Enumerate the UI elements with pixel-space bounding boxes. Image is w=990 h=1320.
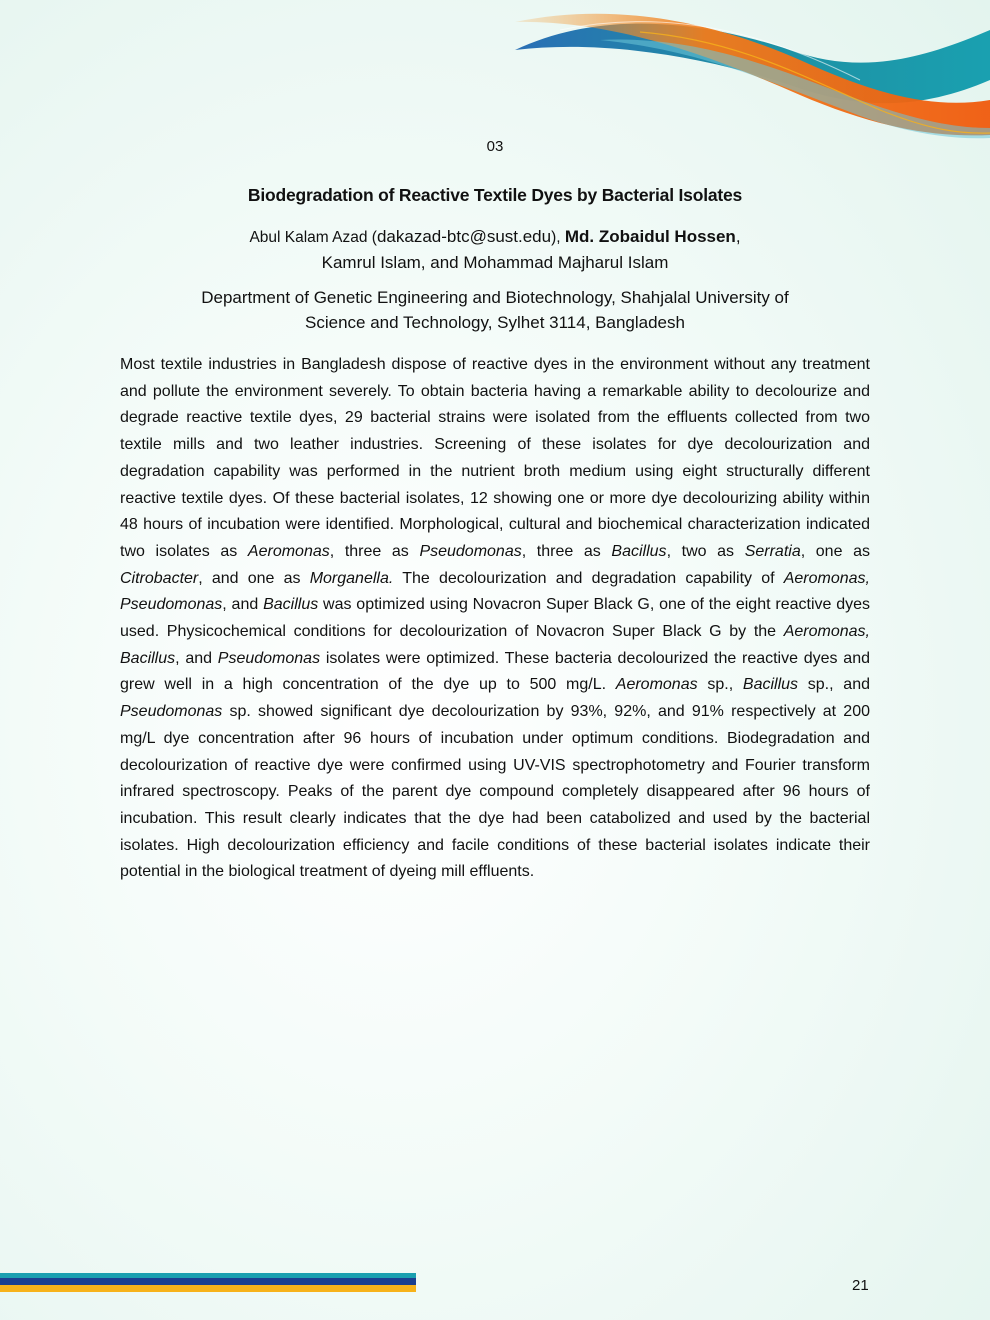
- abstract-body: Most textile industries in Bangladesh dispose of reactive dyes in the environment without any treatment and pollute the environment severely. To obtain bacteria having a remarkable ability to decolourize and degrade reactive textile dyes, 29 bacterial strains were isolated from the effluents collected from two textile mills and two leather industries. Screening of these isolates for dye decolourization and degradation capability was performed in the nutrient broth medium using eight structurally different reactive textile dyes. Of these bacterial isolates, 12 showing one or more dye decolourizing ability within 48 hours of incubation were identified. Morphological, cultural and biochemical characterization indicated two isolates as Aeromonas, three as Pseudomonas, three as Bacillus, two as Serratia, one as Citrobacter, and one as Morganella. The decolourization and degradation capability of Aeromonas, Pseudomonas, and Bacillus was optimized using Novacron Super Black G, one of the eight reactive dyes used. Physicochemical conditions for decolourization of Novacron Super Black G by the Aeromonas, Bacillus, and Pseudomonas isolates were optimized. These bacteria decolourized the reactive dyes and grew well in a high concentration of the dye up to 500 mg/L. Aeromonas sp., Bacillus sp., and Pseudomonas sp. showed significant dye decolourization by 93%, 92%, and 91% respectively at 200 mg/L dye concentration after 96 hours of incubation under optimum conditions. Biodegradation and decolourization of reactive dye were confirmed using UV-VIS spectrophotometry and Fourier transform infrared spectroscopy. Peaks of the parent dye compound completely disappeared after 96 hours of incubation. This result clearly indicates that the dye had been catabolized and used by the bacterial isolates. High decolourization efficiency and facile conditions of these bacterial isolates indicate their potential in the biological treatment of dyeing mill effluents.: [120, 356, 871, 881]
- genus-name: Pseudomonas: [120, 703, 223, 721]
- genus-name: Bacillus: [742, 676, 799, 694]
- author-comma: ,: [735, 227, 741, 246]
- genus-name: Pseudomonas: [419, 542, 522, 560]
- author-email-close: ),: [551, 229, 565, 246]
- footer-bar-yellow: [0, 1285, 416, 1292]
- author-name: Abul Kalam Azad (: [249, 229, 377, 246]
- page-number: 21: [852, 1277, 869, 1294]
- genus-name: Aeromonas, Bacillus: [120, 623, 870, 667]
- author-line-1: [0, 224, 990, 250]
- genus-name: Aeromonas: [247, 542, 330, 560]
- genus-name: Aeromonas, Pseudomonas: [120, 569, 870, 614]
- genus-name: Bacillus: [263, 596, 319, 614]
- genus-name: Citrobacter: [120, 569, 199, 587]
- genus-name: Pseudomonas: [217, 649, 321, 667]
- genus-name: Bacillus: [611, 542, 667, 560]
- affiliation-line-2: Science and Technology, Sylhet 3114, Bangladesh: [305, 313, 685, 332]
- affiliation-line-1: Department of Genetic Engineering and Biotechnology, Shahjalal University of: [201, 288, 789, 307]
- author-line-2: Kamrul Islam, and Mohammad Majharul Islam: [321, 253, 669, 272]
- abstract-number: 03: [486, 138, 504, 155]
- genus-name: Morganella.: [309, 569, 394, 587]
- decorative-wave-banner: [0, 0, 990, 150]
- footer-bar-navy: [0, 1278, 416, 1285]
- genus-name: Aeromonas: [615, 676, 698, 694]
- affiliation: [0, 285, 990, 335]
- author-list: [0, 224, 990, 275]
- paper-title: Biodegradation of Reactive Textile Dyes by Bacterial Isolates: [247, 185, 743, 205]
- presenting-author: Md. Zobaidul Hossen: [564, 227, 736, 246]
- genus-name: Serratia: [744, 542, 801, 560]
- footer-color-bar: [0, 1273, 416, 1292]
- author-email: dakazad-btc@sust.edu: [376, 227, 552, 246]
